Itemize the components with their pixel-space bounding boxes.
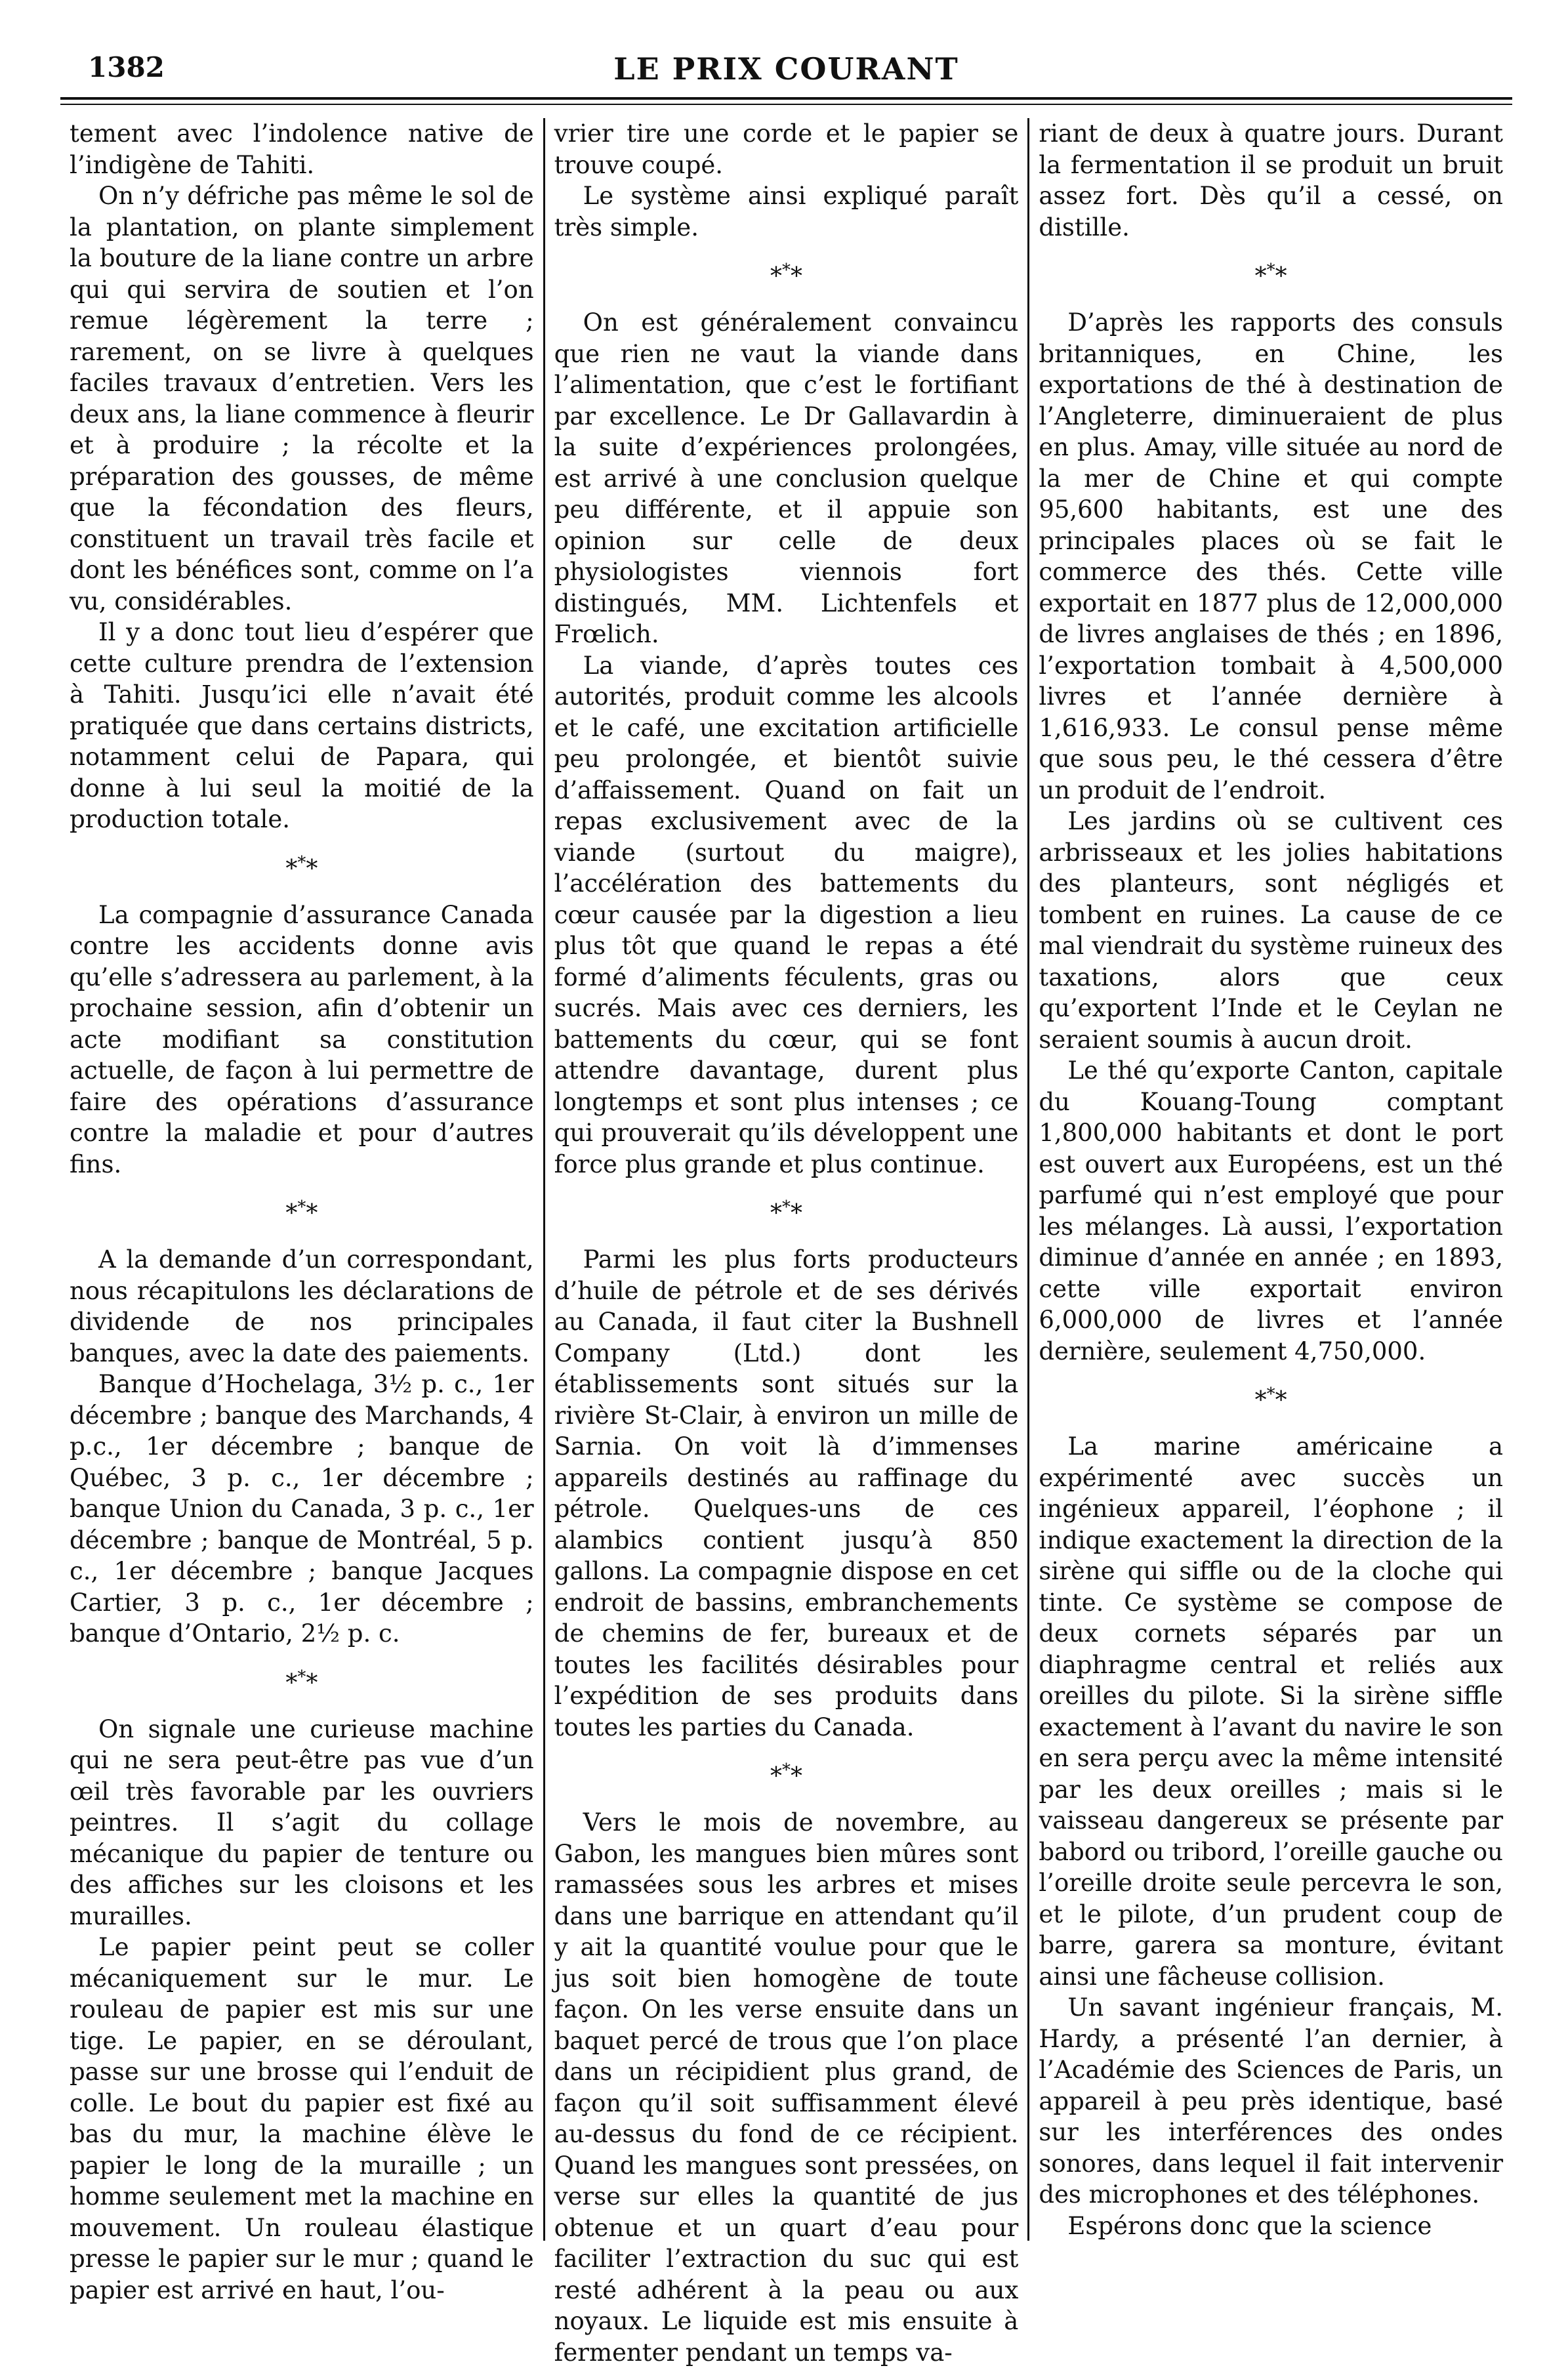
article-paragraph: tement avec l’indolence native de l’indigène de Tahiti. [70, 119, 534, 179]
article-paragraph: On signale une curieuse machine qui ne sera peut-être pas vue d’un œil très favorable par les ouvriers peintres. Il s’agit du collage mécanique du papier de tenture ou des affiches sur les cloisons et les murailles. [70, 1714, 534, 1930]
section-separator-asterism: *** [770, 1760, 802, 1790]
article-paragraph: Le système ainsi expliqué paraît très simple. [554, 182, 1019, 241]
article-paragraph: On n’y défriche pas même le sol de la plantation, on plante simplement la bouture de la liane contre un arbre qui qui servira de soutien et l’on remue légèrement la terre ; rarement, on se livre à quelques faciles travaux d’entretien. Vers les deux ans, la liane commence à fleurir et à produire ; la récolte et la préparation des gousses, de même que la fécondation des fleurs, constituent un travail très facile et dont les bénéfices sont, comme on l’a vu, considérables. [70, 182, 534, 615]
section-separator-asterism: *** [285, 1197, 318, 1227]
article-paragraph: Banque d’Hochelaga, 3½ p. c., 1er décembre ; banque des Marchands, 4 p.c., 1er décembre ; banque de Québec, 3 p. c., 1er décembre ; banque Union du Canada, 3 p. c., 1er décembre ; banque de Montréal, 5 p. c., 1er décembre ; banque Jacques Cartier, 3 p. c., 1er décembre ; banque d’Ontario, 2½ p. c. [70, 1370, 534, 1648]
article-paragraph: vrier tire une corde et le papier se trouve coupé. [554, 119, 1019, 179]
article-paragraph: On est généralement convaincu que rien ne vaut la viande dans l’alimentation, que c’est le fortifiant par excellence. Le Dr Gallavardin à la suite d’expériences prolongées, est arrivé à une conclusion quelque peu différente, et il appuie son opinion sur celle de deux physiologistes viennois fort distingués, MM. Lichtenfels et Frœlich. [554, 308, 1019, 648]
article-paragraph: Vers le mois de novembre, au Gabon, les mangues bien mûres sont ramassées sous les arbres et mises dans une barrique en attendant qu’il y ait la quantité voulue pour que le jus soit bien homogène de toute façon. On les verse ensuite dans un baquet percé de trous que l’on place dans un récipidient plus grand, de façon qu’il soit suffisamment élevé au-dessus du fond de ce récipient. Quand les mangues sont pressées, on verse sur elles la quantité de jus obtenue et un quart d’eau pour faciliter l’extraction du suc qui est resté adhérent à la peau ou aux noyaux. Le liquide est mis ensuite à fermenter pendant un temps va- [554, 1808, 1019, 2367]
article-paragraph: Le papier peint peut se coller mécaniquement sur le mur. Le rouleau de papier est mis sur une tige. Le papier, en se déroulant, passe sur une brosse qui l’enduit de colle. Le bout du papier est fixé au bas du mur, la machine élève le papier le long de la muraille ; un homme seulement met la machine en mouvement. Un rouleau élastique presse le papier sur le mur ; quand le papier est arrivé en haut, l’ou- [70, 1933, 534, 2304]
page-number: 1382 [88, 51, 165, 83]
article-paragraph: Il y a donc tout lieu d’espérer que cette culture prendra de l’extension à Tahiti. Jusqu’ici elle n’avait été pratiquée que dans certains districts, notamment celui de Papara, qui donne à lui seul la moitié de la production totale. [70, 618, 534, 833]
column-middle [543, 118, 1028, 2367]
article-paragraph: La compagnie d’assurance Canada contre les accidents donne avis qu’elle s’adressera au parlement, à la prochaine session, afin d’obtenir un acte modifiant sa constitution actuelle, de façon à lui permettre de faire des opérations d’assurance contre la maladie et pour d’autres fins. [70, 900, 534, 1178]
article-columns [60, 118, 1512, 2367]
section-separator-asterism: *** [285, 1667, 318, 1697]
article-paragraph: Les jardins où se cultivent ces arbrisseaux et les jolies habitations des planteurs, sont négligés et tombent en ruines. La cause de ce mal viendrait du système ruineux des taxations, alors que ceux qu’exportent l’Inde et le Ceylan ne seraient soumis à aucun droit. [1039, 807, 1504, 1054]
column-left [60, 118, 543, 2304]
section-separator-asterism: *** [1254, 1384, 1287, 1414]
column-right [1027, 118, 1512, 2241]
section-separator-asterism: *** [285, 852, 318, 883]
page-header [60, 51, 1512, 91]
article-paragraph: A la demande d’un correspondant, nous récapitulons les déclarations de dividende de nos principales banques, avec la date des paiements. [70, 1245, 534, 1367]
article-paragraph: La marine américaine a expérimenté avec succès un ingénieux appareil, l’éophone ; il indique exactement la direction de la sirène qui siffle ou de la cloche qui tinte. Ce système se compose de deux cornets séparés par un diaphragme central et reliés aux oreilles du pilote. Si la sirène siffle exactement à l’avant du navire le son en sera perçu avec la même intensité par les deux oreilles ; mais si le vaisseau dangereux se présente par babord ou tribord, l’oreille gauche ou l’oreille droite seule percevra le son, et le pilote, d’un prudent coup de barre, garera sa monture, évitant ainsi une fâcheuse collision. [1039, 1432, 1504, 1991]
article-paragraph: La viande, d’après toutes ces autorités, produit comme les alcools et le café, une excitation artificielle peu prolongée, et bientôt suivie d’affaissement. Quand on fait un repas exclusivement avec de la viande (surtout du maigre), l’accélération des battements du cœur causée par la digestion a lieu plus tôt que quand le repas a été formé d’aliments féculents, gras ou sucrés. Mais avec ces derniers, les battements du cœur, qui se font attendre davantage, durent plus longtemps et sont plus intenses ; ce qui prouverait qu’ils développent une force plus grande et plus continue. [554, 651, 1019, 1178]
header-rule [60, 97, 1512, 100]
article-paragraph: riant de deux à quatre jours. Durant la fermentation il se produit un bruit assez fort. Dès qu’il a cessé, on distille. [1039, 119, 1504, 241]
article-paragraph: D’après les rapports des consuls britanniques, en Chine, les exportations de thé à destination de l’Angleterre, diminueraient de plus en plus. Amay, ville située au nord de la mer de Chine et qui compte 95,600 habitants, est une des principales places où se fait le commerce des thés. Cette ville exportait en 1877 plus de 12,000,000 de livres anglaises de thés ; en 1896, l’exportation tombait à 4,500,000 livres et l’année dernière à 1,616,933. Le consul pense même que sous peu, le thé cessera d’être un produit de l’endroit. [1039, 308, 1504, 804]
article-paragraph: Le thé qu’exporte Canton, capitale du Kouang-Toung comptant 1,800,000 habitants et dont le port est ouvert aux Européens, est un thé parfumé qui n’est employé que pour les mélanges. Là aussi, l’exportation diminue d’année en année ; en 1893, cette ville exportait environ 6,000,000 de livres et l’année dernière, seulement 4,750,000. [1039, 1056, 1504, 1365]
journal-title: LE PRIX COURANT [613, 51, 959, 87]
article-paragraph: Un savant ingénieur français, M. Hardy, a présenté l’an dernier, à l’Académie des Sciences de Paris, un appareil à peu près identique, basé sur les interférences des ondes sonores, dans lequel il fait intervenir des microphones et des téléphones. [1039, 1993, 1504, 2209]
article-paragraph: Parmi les plus forts producteurs d’huile de pétrole et de ses dérivés au Canada, il faut citer la Bushnell Company (Ltd.) dont les établissements sont situés sur la rivière St-Clair, à environ un mille de Sarnia. On voit là d’immenses appareils destinés au raffinage du pétrole. Quelques-uns de ces alambics contient jusqu’à 850 gallons. La compagnie dispose en cet endroit de bassins, embranchements de chemins de fer, bureaux et de toutes les facilités désirables pour l’expédition de ses produits dans toutes les parties du Canada. [554, 1245, 1019, 1741]
section-separator-asterism: *** [1254, 260, 1287, 290]
section-separator-asterism: *** [770, 260, 802, 290]
article-paragraph: Espérons donc que la science [1067, 2211, 1432, 2240]
header-rule-thin [60, 104, 1512, 105]
section-separator-asterism: *** [770, 1197, 802, 1227]
